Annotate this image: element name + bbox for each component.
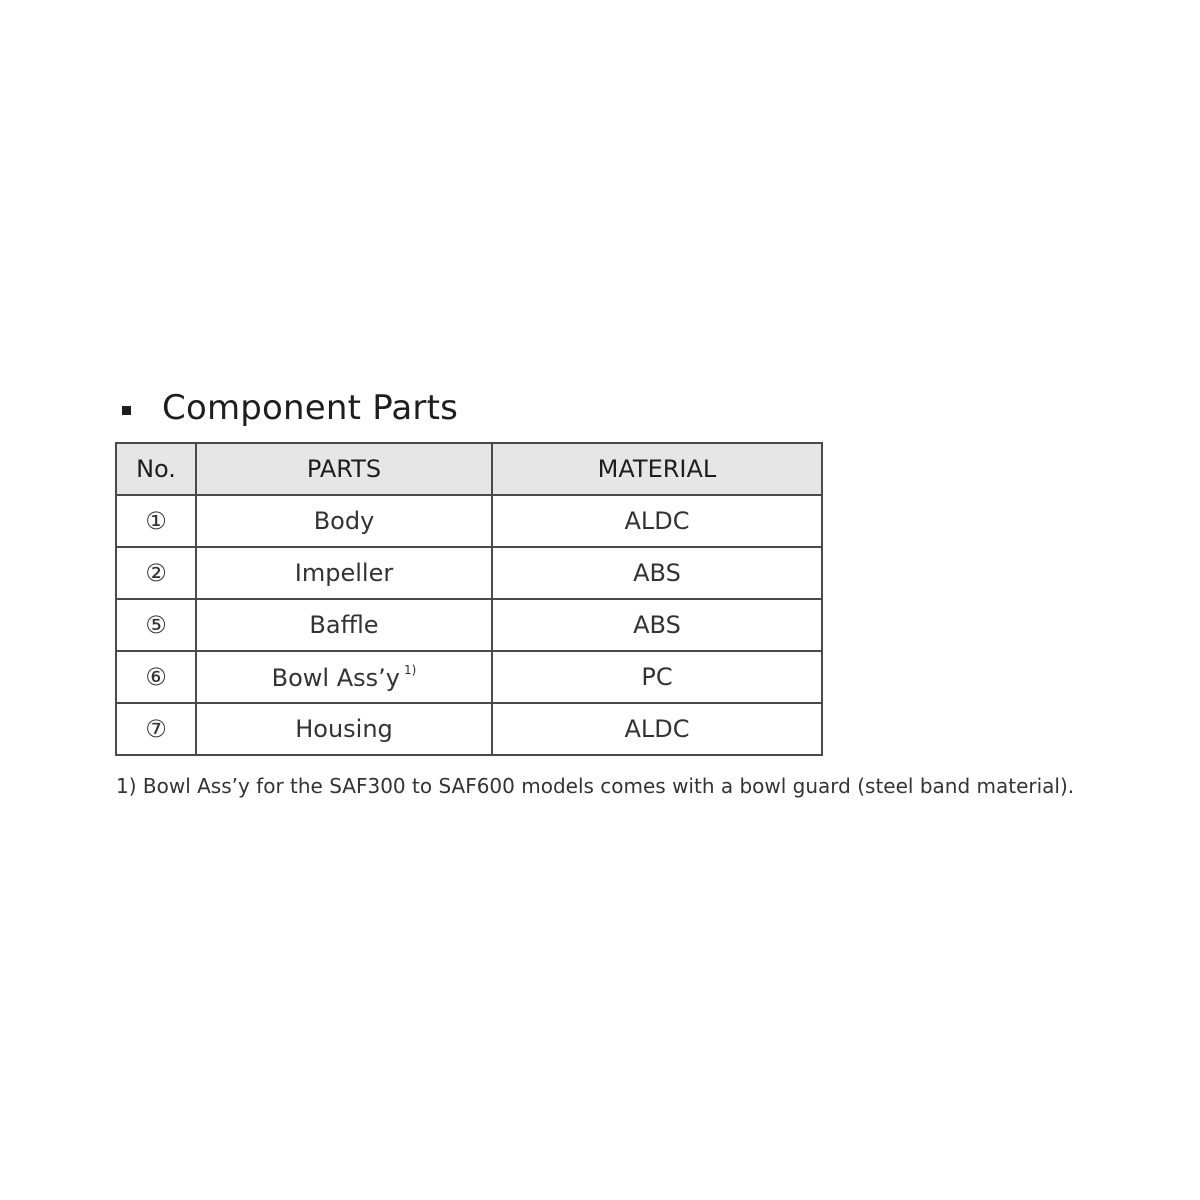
table-row: [116, 599, 822, 651]
cell-material: ABS: [492, 599, 822, 651]
header-material: MATERIAL: [492, 443, 822, 495]
cell-part: [196, 651, 492, 703]
cell-part: Body: [196, 495, 492, 547]
header-parts: PARTS: [196, 443, 492, 495]
cell-no: ⑥: [116, 651, 196, 703]
cell-part: Housing: [196, 703, 492, 755]
cell-material: ALDC: [492, 495, 822, 547]
table-row: [116, 703, 822, 755]
part-name: Bowl Ass’y: [271, 663, 400, 692]
cell-no: ②: [116, 547, 196, 599]
component-parts-table: [115, 442, 823, 756]
cell-material: PC: [492, 651, 822, 703]
footnote-marker: 1): [404, 662, 417, 677]
table-row: [116, 547, 822, 599]
section-heading: [122, 386, 458, 430]
cell-material: ABS: [492, 547, 822, 599]
cell-no: ⑤: [116, 599, 196, 651]
header-no: No.: [116, 443, 196, 495]
table-header-row: [116, 443, 822, 495]
cell-part: Baffle: [196, 599, 492, 651]
footnote-text: 1) Bowl Ass’y for the SAF300 to SAF600 models comes with a bowl guard (steel band material).: [116, 774, 1075, 798]
table-row: [116, 495, 822, 547]
table-row: [116, 651, 822, 703]
section-title: Component Parts: [162, 388, 459, 428]
cell-no: ①: [116, 495, 196, 547]
cell-part: Impeller: [196, 547, 492, 599]
cell-no: ⑦: [116, 703, 196, 755]
bullet-square-icon: [122, 406, 131, 415]
cell-material: ALDC: [492, 703, 822, 755]
